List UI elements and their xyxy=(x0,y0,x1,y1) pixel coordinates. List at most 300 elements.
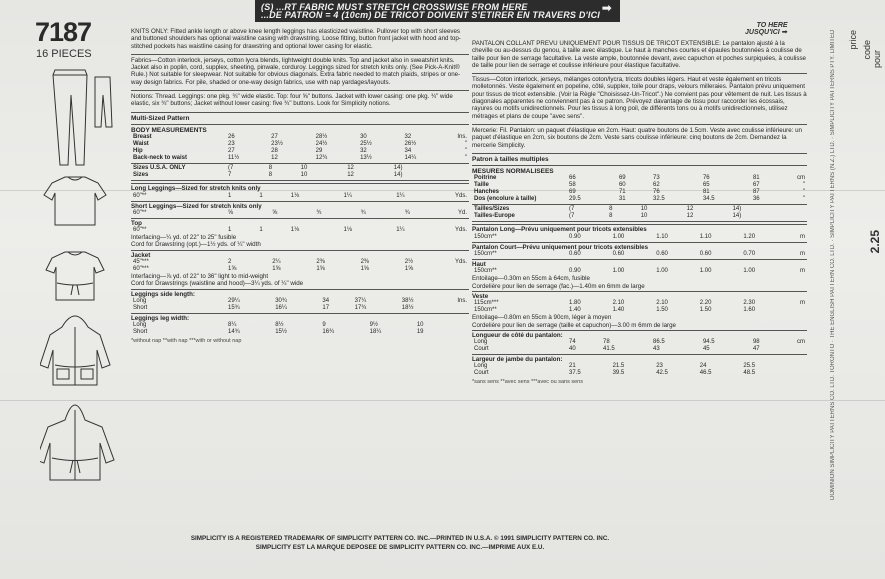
cell-value: 1 xyxy=(259,227,263,234)
row-label: Long xyxy=(133,297,147,304)
cell-value: (7 xyxy=(228,165,234,172)
cell-value: 1.40 xyxy=(569,307,581,314)
yardage-block xyxy=(131,250,469,288)
unit-label: Yds. xyxy=(454,192,467,199)
cell-value: 81 xyxy=(702,189,710,196)
unit-label: " xyxy=(464,141,467,148)
yardage-title: Longueur de côté du pantalon: xyxy=(472,331,563,339)
jacket-hood-sketch xyxy=(40,405,114,480)
cell-value: 2½ xyxy=(404,259,414,266)
mercerie-fr: Mercerie: Fil. Pantalon: un paquet d'élastique en 2cm. Haut: quatre boutons de 1.5cm. Veste avec coulisse inférieure: un paquet d'élastique en 2cm, six boutons de 2cm. Veste sans coulisse inférieure: cinq boutons de 2cm. Demandez la mercerie Simplicity. xyxy=(472,126,802,149)
cell-value: 2.10 xyxy=(612,300,625,307)
unit-label: " xyxy=(464,148,467,155)
cell-value: 2 xyxy=(228,259,232,266)
arrow-right-icon: ➡ xyxy=(601,1,612,15)
yardage-title: Short Leggings—Sized for stretch knits only xyxy=(131,202,262,210)
cell-value: 1⅝ xyxy=(316,266,325,273)
cell-value: 32 xyxy=(360,148,367,155)
row-label: Court xyxy=(474,370,489,377)
cell-value: 1.50 xyxy=(699,307,712,314)
copyright-footer xyxy=(120,534,680,552)
cell-value: 18½ xyxy=(401,304,414,311)
cell-value: 1⅝ xyxy=(228,266,237,273)
cell-value: (7 xyxy=(569,206,575,213)
footnote-fr: *sans sens **avec sens ***avec ou sans sens xyxy=(472,379,583,386)
french-column xyxy=(472,40,807,387)
banner-line-en: (S) ...RT FABRIC MUST STRETCH CROSSWISE FROM HERE xyxy=(261,2,528,12)
cell-value: 69 xyxy=(618,175,626,182)
cell-value: 1.10 xyxy=(656,233,668,240)
cell-value: ⅝ xyxy=(272,209,278,216)
jusqu-ici-label: JUSQU'ICI xyxy=(745,29,780,36)
distributor-side-text: DOMINION SIMPLICITY PATTERNS CO. LTD. TORONTO · THE ENGLISH PATTERN CO. LTD. · SIMPLICITY PATTERNS (N.Z.) LTD. · SIMPLICITY PATTERNS PTY. LIMITED xyxy=(830,29,836,500)
cell-value: 32.5 xyxy=(653,196,665,203)
cell-value: 0.90 xyxy=(569,268,581,275)
cell-value: 2.20 xyxy=(699,300,712,307)
cell-value: 8½ xyxy=(275,322,284,329)
unit-label xyxy=(447,305,469,312)
unit-label xyxy=(447,322,469,329)
cell-value: 10 xyxy=(640,206,648,213)
yardage-block xyxy=(472,224,807,240)
description-en: KNITS ONLY: Fitted ankle length or above knee length leggings has elasticized waistline. Pullover top with short sleeves and buttoned shoulders has optional waistline casing with drawstring. Loose fitting, button front jacket with hood and top-stitched pockets has waistline casing for drawstring and optional lower casing for elastic. xyxy=(131,28,461,50)
yardage-table xyxy=(472,234,807,241)
body-measurements-title: BODY MEASUREMENTS xyxy=(131,126,207,134)
unit-label: m xyxy=(800,300,805,307)
cell-value: 40 xyxy=(569,346,576,353)
cell-value: 74 xyxy=(569,339,576,346)
cell-value: 65 xyxy=(702,182,710,189)
cell-value: 10 xyxy=(640,213,648,220)
yardage-table xyxy=(131,227,469,234)
unit-label: m xyxy=(800,233,805,240)
row-label: Tailles-Europe xyxy=(474,213,515,220)
arrow-right-icon: ➡ xyxy=(781,29,788,36)
cell-value: 29.5 xyxy=(569,196,581,203)
yardage-table xyxy=(131,259,469,273)
yardage-table xyxy=(131,210,469,217)
yardage-block xyxy=(131,313,469,336)
unit-label: Ins. xyxy=(457,134,467,141)
cell-value: 11½ xyxy=(228,155,240,162)
cell-value: 2⅜ xyxy=(360,259,369,266)
cell-value: 30 xyxy=(360,134,367,141)
row-label: Dos (encolure à taille) xyxy=(474,196,537,203)
cell-value: 10 xyxy=(300,165,308,172)
cell-value: 1⅛ xyxy=(343,227,352,234)
cell-value: 26 xyxy=(228,134,235,141)
cell-value: 2.30 xyxy=(743,300,756,307)
yardage-note: Interfacing—⅞ yd. of 22" to 36" light to mid-weight xyxy=(131,273,269,281)
cell-value: 24 xyxy=(699,363,707,370)
leggings-sketch xyxy=(53,70,112,165)
row-label: 115cm*** xyxy=(474,300,499,307)
measurement-row xyxy=(131,148,469,155)
cell-value: 19 xyxy=(416,329,424,336)
yardage-table xyxy=(472,363,807,377)
tailles-table xyxy=(472,206,807,220)
row-label: 150cm** xyxy=(474,268,497,275)
yardage-row xyxy=(472,346,807,353)
cell-value: 1⅛ xyxy=(290,227,300,234)
cell-value: 12 xyxy=(347,165,354,172)
cell-value: 1 xyxy=(228,192,232,199)
top-drawstring-sketch xyxy=(46,252,104,300)
sizes-row xyxy=(472,206,807,213)
unit-label: " xyxy=(802,189,805,196)
banner-line-fr: ...DE PATRON = 4 (10cm) DE TRICOT DOIVENT S'ETIRER EN TRAVERS D'ICI xyxy=(261,10,600,20)
measurement-row xyxy=(472,182,807,189)
row-label: Long xyxy=(474,363,488,370)
cell-value: 17 xyxy=(322,304,330,311)
sizes-table xyxy=(131,165,469,179)
unit-label xyxy=(785,307,807,314)
yardage-note: Cord for Drawstrings (waistline and hood)—3¼ yds. of ¼" wide xyxy=(131,280,304,288)
yardage-table xyxy=(131,193,469,200)
unit-label: m xyxy=(800,268,805,275)
yardage-row xyxy=(131,210,469,217)
cell-value: 12¾ xyxy=(315,155,328,162)
yardage-block xyxy=(131,218,469,249)
crease-line xyxy=(0,400,885,401)
cell-value: 34 xyxy=(322,297,330,304)
cell-value: 66 xyxy=(569,175,576,182)
yardage-title: Long Leggings—Sized for stretch knits only xyxy=(131,185,261,193)
row-label: Tailles/Sizes xyxy=(474,206,510,213)
mesures-title: MESURES NORMALISEES xyxy=(472,168,554,176)
row-label: Sizes xyxy=(133,172,149,179)
yardage-row xyxy=(472,307,807,314)
yardage-row xyxy=(131,259,469,266)
unit-label xyxy=(785,363,807,370)
cell-value: 0.60 xyxy=(612,251,625,258)
cell-value: 14¼ xyxy=(404,155,417,162)
price-label: price xyxy=(848,30,858,50)
cell-value: 34 xyxy=(404,148,412,155)
cell-value: 73 xyxy=(653,175,660,182)
cell-value: 81 xyxy=(752,175,760,182)
cell-value: 1.40 xyxy=(612,307,625,314)
cell-value: 23 xyxy=(656,363,663,370)
cell-value: 1.20 xyxy=(743,233,756,240)
yardage-title: Pantalon Court—Prévu uniquement pour tricots extensibles xyxy=(472,243,649,251)
row-label: Back-neck to waist xyxy=(133,155,188,162)
cell-value: 1⅝ xyxy=(360,266,369,273)
cell-value: 9 xyxy=(322,322,326,329)
cell-value: 37¼ xyxy=(354,297,367,304)
cell-value: 1⅝ xyxy=(272,266,281,273)
cell-value: 23½ xyxy=(271,141,283,148)
cell-value: 8¼ xyxy=(228,322,237,329)
yardage-note: Cordelière pour lien de serrage (fac.)—1.40m en 6mm de large xyxy=(472,282,645,290)
yardage-row xyxy=(472,234,807,241)
cell-value: 1⅝ xyxy=(404,266,414,273)
cell-value: 67 xyxy=(752,182,760,189)
cell-value: 62 xyxy=(653,182,660,189)
yardage-row xyxy=(472,363,807,370)
sizes-row xyxy=(131,165,469,172)
sizes-row xyxy=(131,172,469,179)
description-fr: PANTALON COLLANT PREVU UNIQUEMENT POUR TISSUS DE TRICOT EXTENSIBLE: Le pantalon ajusté à la cheville ou au-dessus du genou, à taille avec élastique. Le haut à manches courtes et épaules boutonnées à coulisse de taille pour lien de serrage facultative. La veste ample, boutonnée devant, avec capuchon et poches surpiquées, à coulisse de taille pour lien de serrage et coulisse inférieure pour élastique facultative. xyxy=(472,40,806,69)
cell-value: 7 xyxy=(228,172,232,179)
cell-value: ¾ xyxy=(360,209,366,216)
yardage-title: Veste xyxy=(472,292,489,300)
cell-value: 1.10 xyxy=(699,233,712,240)
yardage-table xyxy=(472,300,807,314)
cell-value: 94.5 xyxy=(702,339,715,346)
cell-value: 15¾ xyxy=(228,304,240,311)
cell-value: 24½ xyxy=(315,141,328,148)
cell-value: 1 xyxy=(228,227,232,234)
cell-value: 17¾ xyxy=(354,304,367,311)
cell-value: 48.5 xyxy=(743,370,756,377)
cell-value: 27 xyxy=(271,134,278,141)
cell-value: 71 xyxy=(618,189,626,196)
unit-label: " xyxy=(802,196,805,203)
yardage-row xyxy=(131,266,469,273)
cell-value: 39.5 xyxy=(612,370,625,377)
pattern-number: 7187 xyxy=(35,17,92,47)
cell-value: 10 xyxy=(416,322,424,329)
measurement-row xyxy=(131,134,469,141)
row-label: Short xyxy=(133,329,148,336)
yardage-note: Entoilage—0.30m en 55cm à 64cm, fusible xyxy=(472,275,590,283)
yardage-row xyxy=(131,329,469,336)
cell-value: 12 xyxy=(686,206,694,213)
unit-label xyxy=(785,213,807,220)
cell-value: 69 xyxy=(569,189,576,196)
measurement-row xyxy=(131,141,469,148)
row-label: Court xyxy=(474,346,489,353)
cell-value: 1¼ xyxy=(396,227,405,234)
multi-sized-label: Multi-Sized Pattern xyxy=(131,114,190,122)
cell-value: 16¾ xyxy=(322,329,335,336)
code-label: code xyxy=(862,40,872,60)
cell-value: 29 xyxy=(315,148,323,155)
cell-value: 23 xyxy=(228,141,235,148)
unit-label: cm xyxy=(797,339,805,346)
row-label: Waist xyxy=(133,141,149,148)
yardage-table xyxy=(472,268,807,275)
unit-label: " xyxy=(802,182,805,189)
cell-value: 12 xyxy=(347,172,354,179)
piece-count: 16 PIECES xyxy=(36,48,92,60)
yardage-row xyxy=(131,227,469,234)
yardage-block xyxy=(131,183,469,199)
cell-value: 86.5 xyxy=(653,339,665,346)
cell-value: 2.10 xyxy=(656,300,668,307)
cell-value: 25.5 xyxy=(743,363,756,370)
unit-label: Yds. xyxy=(454,259,467,266)
cell-value: 8 xyxy=(609,213,613,220)
footnote-en: *without nap **with nap ***with or without nap xyxy=(131,338,242,345)
unit-label: cm xyxy=(797,175,805,182)
yardage-title: Leggings leg width: xyxy=(131,314,190,322)
yardage-block xyxy=(472,291,807,329)
cell-value: (7 xyxy=(569,213,575,220)
yardage-title: Pantalon Long—Prévu uniquement pour tricots extensibles xyxy=(472,226,647,234)
cell-value: 1¼ xyxy=(343,192,352,199)
cell-value: 9½ xyxy=(369,322,378,329)
cell-value: 58 xyxy=(569,182,576,189)
cell-value: 30¾ xyxy=(275,297,287,304)
cell-value: ¾ xyxy=(404,209,410,216)
cell-value: ⅝ xyxy=(228,209,234,216)
unit-label xyxy=(447,329,469,336)
cell-value: 0.70 xyxy=(743,251,756,258)
cell-value: 14) xyxy=(393,165,403,172)
row-label: Taille xyxy=(474,182,489,189)
yardage-row xyxy=(131,322,469,329)
row-label: 60"** xyxy=(133,227,147,234)
yardage-table xyxy=(472,339,807,353)
top-sketch xyxy=(44,177,106,225)
cell-value: 29¼ xyxy=(228,297,240,304)
cell-value: 76 xyxy=(653,189,660,196)
cell-value: 1.00 xyxy=(656,268,668,275)
yardage-row xyxy=(472,251,807,258)
measurement-row xyxy=(131,155,469,162)
body-measurements-table xyxy=(131,134,469,162)
yardage-note: Interfacing—¼ yd. of 22" to 25" fusible xyxy=(131,234,237,242)
yardage-block xyxy=(131,201,469,217)
row-label: 45"*** xyxy=(133,259,149,266)
cell-value: 10 xyxy=(300,172,308,179)
cell-value: 1 xyxy=(259,192,263,199)
cell-value: 8 xyxy=(268,172,273,179)
yardage-title: Top xyxy=(131,219,142,227)
cell-value: 87 xyxy=(752,189,760,196)
cell-value: 14¾ xyxy=(228,329,240,336)
to-here-label: TO HERE xyxy=(756,22,788,29)
yardage-row xyxy=(472,268,807,275)
yardage-title: Jacket xyxy=(131,251,151,259)
jacket-sketch xyxy=(40,316,110,385)
cell-value: 32 xyxy=(404,134,412,141)
sizes-row xyxy=(472,213,807,220)
cell-value: 28 xyxy=(271,148,278,155)
cell-value: 31 xyxy=(618,196,626,203)
yardage-block xyxy=(472,259,807,290)
cell-value: 8 xyxy=(609,206,613,213)
row-label: 60"** xyxy=(133,192,147,199)
cell-value: 2⅜ xyxy=(316,259,325,266)
copyright-fr: SIMPLICITY EST LA MARQUE DEPOSEE DE SIMPLICITY PATTERN CO. INC.—IMPRIME AUX E.U. xyxy=(255,544,545,551)
unit-label xyxy=(447,165,469,172)
english-column xyxy=(131,28,469,346)
yardage-row xyxy=(131,193,469,200)
cell-value: 0.60 xyxy=(656,251,668,258)
row-label: Breast xyxy=(133,134,152,141)
cell-value: 1.00 xyxy=(743,268,756,275)
row-label: 60"*** xyxy=(133,266,149,273)
yardage-table xyxy=(472,251,807,258)
row-label: 60"** xyxy=(133,209,147,216)
cell-value: 42.5 xyxy=(656,370,668,377)
cell-value: 37.5 xyxy=(569,370,581,377)
yardage-note: Entoilage—0.80m en 55cm à 90cm, léger à moyen xyxy=(472,314,612,322)
cell-value: 38½ xyxy=(401,297,414,304)
yardage-title: Leggings side length: xyxy=(131,290,195,298)
row-label: Long xyxy=(133,322,147,329)
cell-value: 1.00 xyxy=(699,268,712,275)
pour-label: pour xyxy=(872,50,882,69)
cell-value: 21.5 xyxy=(612,363,625,370)
cell-value: 41.5 xyxy=(603,346,615,353)
measurement-row xyxy=(472,175,807,182)
cell-value: 78 xyxy=(603,339,610,346)
cell-value: 60 xyxy=(618,182,626,189)
cell-value: 1¼ xyxy=(396,192,405,199)
cell-value: 28½ xyxy=(315,134,328,141)
mesures-table xyxy=(472,175,807,203)
tissus-fr: Tissus—Coton interlock, jerseys, mélanges coton/lycra, tricots doubles légers. Haut et veste également en tricots molletonnés. Veste également en popeline, côté, supplex, toile pour draps, velours milleraies. Pantalon prévu uniquement pour tissus de tricot extensible. (Voir la Règle "Choisissez-Un-Tricot".) Ne convient pas pour vêtement de nuit. Les tissus à diagonales apparentes ne conviennent pas à ce patron. Prévoyez davantage de tissu pour raccorder les écossais, rayures ou motifs unidirectionnels. Pour les tissus à long poil, de différents tons ou à motifs unidirectionnels, utilisez métrages et plans de coupe "avec sens". xyxy=(472,76,807,120)
yardage-note: Cord for Drawstring (opt.)—1½ yds. of ¼" width xyxy=(131,241,261,249)
row-label: Hip xyxy=(133,148,143,155)
row-label: Sizes U.S.A. ONLY xyxy=(133,165,186,172)
cell-value: 21 xyxy=(569,363,576,370)
yardage-title: Largeur de jambe du pantalon: xyxy=(472,356,563,364)
cell-value: 98 xyxy=(752,339,760,346)
notions-en: Notions: Thread. Leggings: one pkg. ¾" wide elastic. Top: four ⅝" buttons. Jacket with lower casing: one pkg. ¾" wide elastic, six ¾" buttons; Jacket without lower casing: five ¾" buttons. Look for Simplicity notions. xyxy=(131,93,453,108)
cell-value: 26½ xyxy=(404,141,417,148)
cell-value: 1.80 xyxy=(569,300,581,307)
cell-value: 76 xyxy=(702,175,710,182)
cell-value: 16¼ xyxy=(275,304,287,311)
measurement-row xyxy=(472,196,807,203)
cell-value: 25½ xyxy=(360,141,372,148)
yardage-block xyxy=(131,289,469,312)
row-label: Hanches xyxy=(474,189,500,196)
cell-value: 2¼ xyxy=(272,259,281,266)
cell-value: 1⅛ xyxy=(290,192,300,199)
yardage-block xyxy=(472,330,807,353)
cell-value: 1.50 xyxy=(656,307,668,314)
cell-value: 46.5 xyxy=(699,370,712,377)
yardage-title: Haut xyxy=(472,261,486,269)
yardage-block xyxy=(472,242,807,258)
unit-label xyxy=(785,370,807,377)
cell-value: 18¼ xyxy=(369,329,382,336)
cell-value: ¾ xyxy=(316,209,322,216)
yardage-note: Cordelière pour lien de serrage (taille et capuchon)—3.00 m 6mm de large xyxy=(472,321,676,329)
yardage-row xyxy=(131,298,469,305)
copyright-en: SIMPLICITY IS A REGISTERED TRADEMARK OF SIMPLICITY PATTERN CO. INC.—PRINTED IN U.S.A. © 1991 SIMPLICITY PATTERN CO. INC. xyxy=(190,535,610,542)
to-here-marker xyxy=(745,22,788,36)
row-label: 150cm** xyxy=(474,307,497,314)
fabrics-en: Fabrics—Cotton interlock, jerseys, cotton lycra blends, lightweight double knits. Top and jacket also in sweatshirt knits. Jacket also in poplin, cord, supplex, sheeting, pinwale, corduroy. Leggings sized for stretch knits only. (See Pick-A-Knit® Rule.) Not suitable for sleepwear. Not suitable for obvious diagonals. Extra fabric needed to match plaids, stripes or one-way design fabrics. For pile, shaded or one-way design fabrics, use with nap yardages/layouts. xyxy=(131,56,461,86)
metrage-section xyxy=(472,221,807,377)
yardage-row xyxy=(472,339,807,346)
measurement-row xyxy=(472,189,807,196)
unit-label xyxy=(447,172,469,179)
cell-value: 14) xyxy=(393,172,403,179)
multi-sized-label-fr: Patron à tailles multiples xyxy=(472,155,549,163)
cell-value: 47 xyxy=(752,346,760,353)
unit-label xyxy=(785,346,807,353)
stretch-gauge-banner xyxy=(255,0,620,22)
yardage-row xyxy=(472,370,807,377)
unit-label: Yds. xyxy=(454,227,467,234)
unit-label: " xyxy=(464,155,467,162)
cell-value: 34.5 xyxy=(702,196,715,203)
yardage-section xyxy=(131,180,469,336)
yardage-row xyxy=(131,305,469,312)
yardage-table xyxy=(131,298,469,312)
garment-sketches xyxy=(40,65,115,545)
cell-value: 45 xyxy=(702,346,710,353)
yardage-table xyxy=(131,322,469,336)
